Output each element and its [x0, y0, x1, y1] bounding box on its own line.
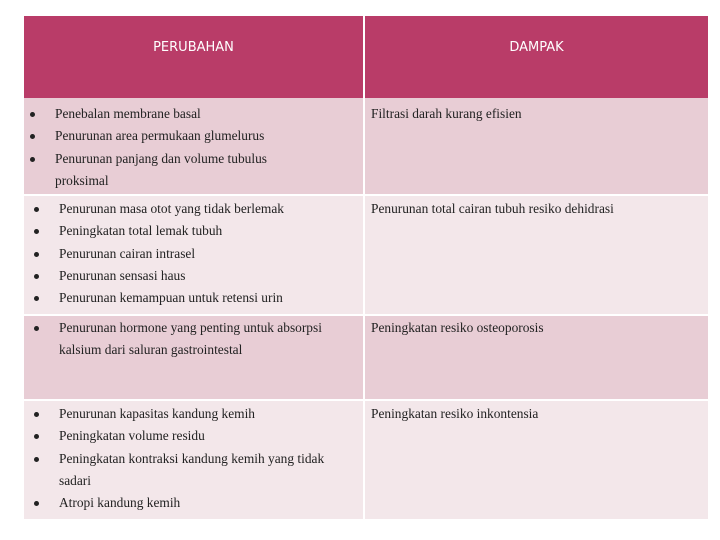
bullet-icon [34, 412, 39, 417]
header-perubahan: PERUBAHAN [24, 16, 365, 98]
impact-text: Peningkatan resiko inkontensia [371, 406, 539, 421]
table-row [24, 399, 708, 519]
bullet-icon [34, 326, 39, 331]
bullet-icon [34, 501, 39, 506]
list-item: Penurunan kapasitas kandung kemih [59, 403, 363, 425]
bullet-icon [34, 434, 39, 439]
bullet-icon [34, 252, 39, 257]
list-item: Peningkatan kontraksi kandung kemih yang tidak sadari [59, 448, 344, 493]
impact-cell [365, 196, 708, 316]
table-row [24, 314, 708, 401]
list-item: Penurunan masa otot yang tidak berlemak [59, 198, 363, 220]
table-row [24, 98, 708, 194]
bullet-icon [30, 157, 35, 162]
impact-text: Peningkatan resiko osteoporosis [371, 320, 544, 335]
changes-list [55, 103, 363, 192]
bullet-icon [34, 457, 39, 462]
list-item: Penurunan hormone yang penting untuk absorpsi kalsium dari saluran gastrointestal [59, 317, 344, 362]
impact-text: Penurunan total cairan tubuh resiko dehidrasi [371, 201, 614, 216]
changes-cell [24, 316, 365, 401]
table-header-row [24, 16, 708, 98]
impact-cell [365, 316, 708, 401]
bullet-icon [30, 112, 35, 117]
header-dampak: DAMPAK [509, 39, 564, 55]
impact-text: Filtrasi darah kurang efisien [371, 106, 522, 121]
list-item: Peningkatan total lemak tubuh [59, 220, 363, 242]
bullet-icon [34, 274, 39, 279]
list-item: Penurunan cairan intrasel [59, 243, 363, 265]
impact-cell [365, 98, 708, 194]
list-item: Atropi kandung kemih [59, 492, 363, 514]
list-item: Penurunan area permukaan glumelurus [55, 125, 363, 147]
bullet-icon [34, 229, 39, 234]
bullet-icon [34, 207, 39, 212]
bullet-icon [30, 134, 35, 139]
changes-cell [24, 401, 365, 519]
changes-list [59, 198, 363, 309]
impact-cell [365, 401, 708, 519]
changes-cell [24, 196, 365, 316]
changes-list [59, 403, 363, 514]
list-item: Peningkatan volume residu [59, 425, 363, 447]
list-item: Penurunan sensasi haus [59, 265, 363, 287]
list-item: Penebalan membrane basal [55, 103, 363, 125]
list-item: Penurunan kemampuan untuk retensi urin [59, 287, 363, 309]
list-item: Penurunan panjang dan volume tubulus proksimal [55, 148, 315, 193]
changes-list [59, 317, 363, 362]
table-row [24, 194, 708, 316]
changes-cell [24, 98, 365, 194]
bullet-icon [34, 296, 39, 301]
